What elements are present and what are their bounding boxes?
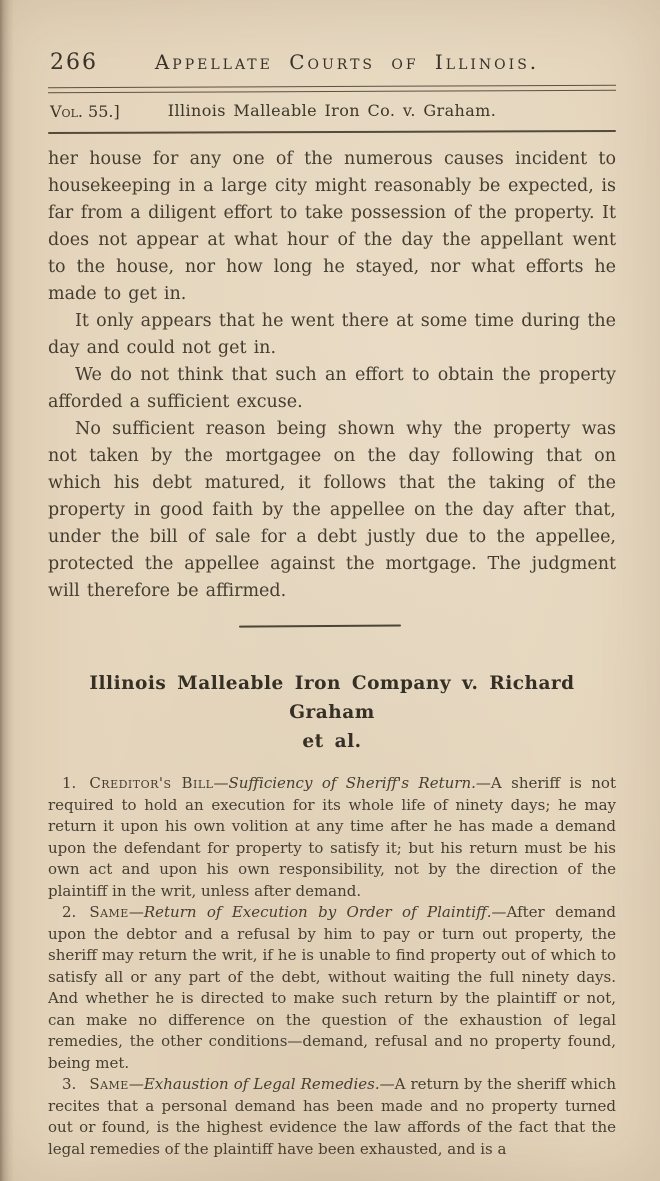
headnote-number: 1. xyxy=(62,774,77,792)
headnote-topic: Same xyxy=(89,903,129,921)
opinion-paragraph: It only appears that he went there at some time during the day and could not get in. xyxy=(48,311,616,358)
running-title: Appellate Courts of Illinois. xyxy=(154,50,540,74)
headnote-text: A sheriff is not required to hold an execution for its whole life of ninety days; he may return it upon his own volition at any time after he has made a demand upon the defendant for property to satisfy it; but his return must be his own act and upon his own responsibility, not by the direction of the plaintiff in the writ, unless after demand. xyxy=(48,774,616,900)
page-binding-shadow xyxy=(0,0,14,1181)
case-title xyxy=(48,669,616,756)
headnote-number: 2. xyxy=(62,903,77,921)
section-divider-rule xyxy=(239,625,401,628)
opinion-paragraph: No sufficient reason being shown why the property was not taken by the mortgagee on the day following that on which his debt matured, it follows that the taking of the property in good faith by the appellee on the day after that, under the bill of sale for a debt justly due to the appellee, protected the appellee against the mortgage. The judgment will therefore be affirmed. xyxy=(48,419,616,601)
case-line-row xyxy=(48,101,616,124)
headnote-item xyxy=(48,1074,616,1160)
opinion-paragraph: We do not think that such an effort to obtain the property afforded a sufficient excuse. xyxy=(48,365,616,412)
opinion-text xyxy=(48,146,616,605)
headnote-topic: Creditor's Bill xyxy=(89,774,214,792)
headnotes xyxy=(48,773,616,1160)
header-single-rule xyxy=(48,130,616,134)
case-line: Illinois Malleable Iron Co. v. Graham. xyxy=(167,101,497,120)
header-double-rule xyxy=(48,85,616,93)
opinion-paragraph: her house for any one of the numerous causes incident to housekeeping in a large city might reasonably be expected, is far from a diligent effort to take possession of the property. It does not appear at what hour of the day the appellant went to the house, nor how long he stayed, nor what efforts he made to get in. xyxy=(48,149,616,304)
case-title-line1: Illinois Malleable Iron Company v. Richard Graham xyxy=(89,673,575,723)
headnote-text: A return by the sheriff which recites that a personal demand has been made and no property turned out or found, is the highest evidence the law affords of the fact that the legal remedies of the plaintiff have been exhausted, and is a xyxy=(48,1075,617,1158)
case-title-line2: et al. xyxy=(302,731,362,752)
headnote-item xyxy=(48,773,616,902)
headnote-text: After demand upon the debtor and a refusal by him to pay or turn out property, the sheriff may return the writ, if he is unable to find property out of which to satisfy all or any part of the debt, without waiting the full ninety days. And whether he is directed to make such return by the plaintiff or not, can make no difference on the question of the exhaustion of legal remedies, the other conditions—demand, refusal and no property found, being met. xyxy=(48,903,616,1072)
headnote-topic: Same xyxy=(89,1075,129,1093)
volume-label: Vol. 55.] xyxy=(50,102,120,121)
headnote-subtitle: —Return of Execution by Order of Plaintiff.— xyxy=(128,903,507,921)
page-header xyxy=(48,50,616,133)
headnote-subtitle: —Exhaustion of Legal Remedies.— xyxy=(128,1075,395,1093)
page-number: 266 xyxy=(50,50,98,75)
headnote-subtitle: —Sufficiency of Sheriff's Return.— xyxy=(213,774,491,792)
headnote-item xyxy=(48,902,616,1074)
running-head-row xyxy=(48,50,616,82)
headnote-number: 3. xyxy=(62,1075,77,1093)
